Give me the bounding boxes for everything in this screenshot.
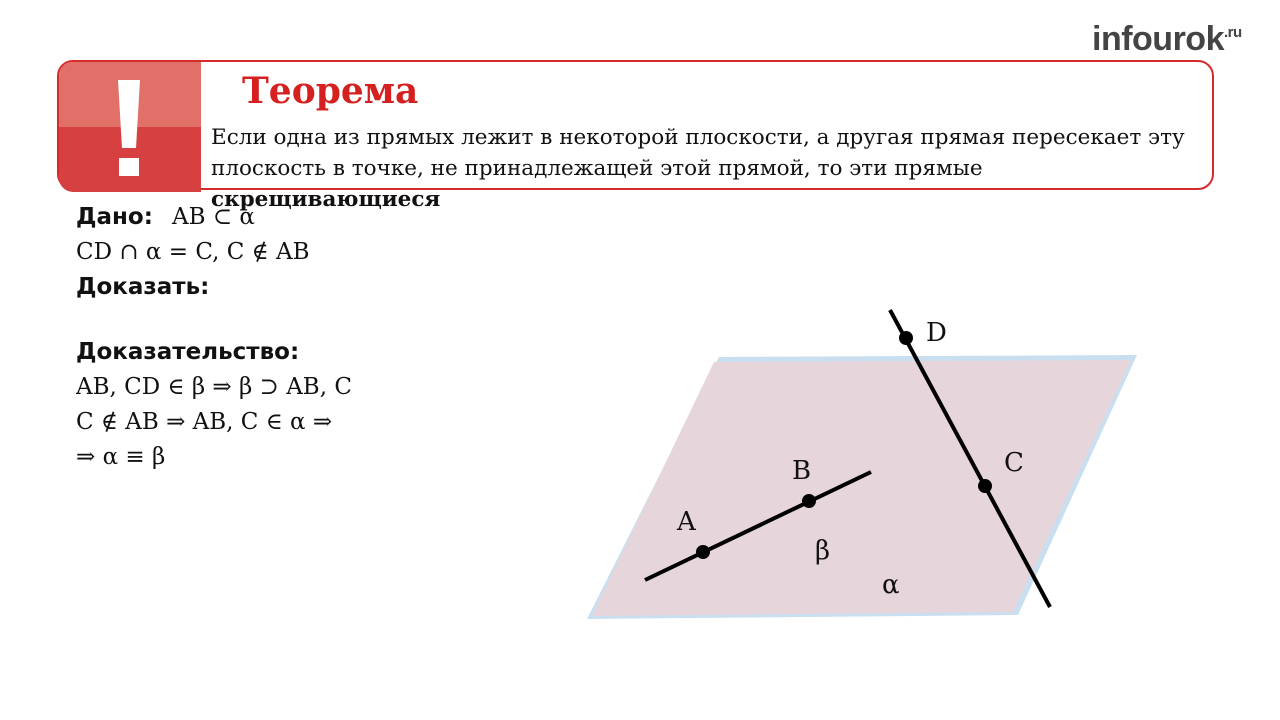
proof-line-2: C ∉ AB ⇒ AB, C ∈ α ⇒ <box>76 409 333 435</box>
plane-alpha <box>592 360 1131 616</box>
label-beta: β <box>815 536 831 566</box>
theorem-title: Теорема <box>242 70 419 112</box>
logo-suffix: .ru <box>1223 24 1242 41</box>
label-alpha: α <box>882 570 900 600</box>
logo-text: infourok <box>1092 20 1224 58</box>
theorem-text-bold: скрещивающиеся <box>211 187 441 212</box>
label-c: C <box>1004 448 1024 478</box>
given-value-1: AB ⊂ α <box>172 204 255 230</box>
given-label: Дано: <box>76 204 153 230</box>
proof-line-3: ⇒ α ≡ β <box>76 444 166 470</box>
proof-label: Доказательство: <box>76 339 300 365</box>
label-d: D <box>926 318 947 348</box>
point-d <box>899 331 913 345</box>
label-b: B <box>792 456 812 486</box>
point-a <box>696 545 710 559</box>
label-a: A <box>677 507 696 537</box>
point-c <box>978 479 992 493</box>
prove-label: Доказать: <box>76 274 210 300</box>
point-b <box>802 494 816 508</box>
proof-line-1: AB, CD ∈ β ⇒ β ⊃ AB, C <box>76 374 352 400</box>
theorem-text-main: Если одна из прямых лежит в некоторой плоскости, а другая прямая пересекает эту плоскость в точке, не принадлежащей этой прямой, то эти прямые <box>211 125 1185 181</box>
given-line-2: CD ∩ α = C, C ∉ AB <box>76 239 310 265</box>
